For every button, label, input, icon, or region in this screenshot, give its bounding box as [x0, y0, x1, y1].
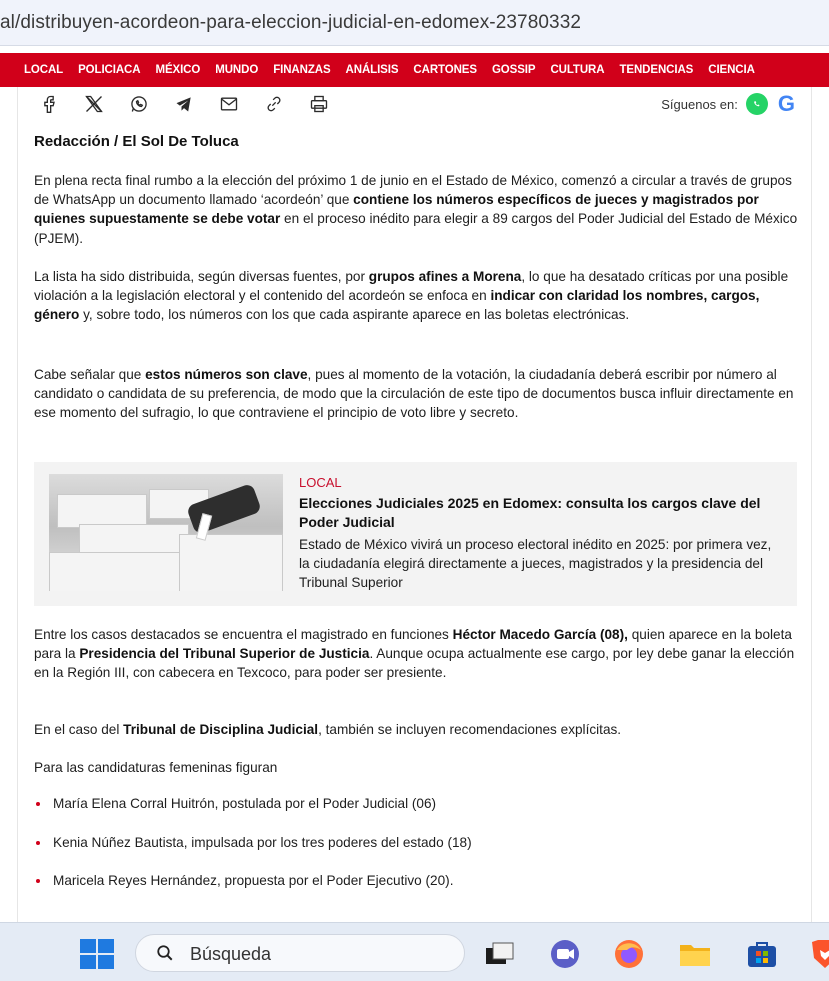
task-view-icon[interactable]	[483, 938, 517, 970]
meet-icon[interactable]	[548, 938, 582, 970]
body-text: en el proceso inédito para elegir a 89 cargos del Poder Judicial del Estado de México (PJEM).	[34, 211, 798, 246]
nav-item-10[interactable]: CIENCIA	[708, 64, 755, 76]
taskbar-search-placeholder: Búsqueda	[190, 944, 272, 964]
article-content	[18, 87, 811, 922]
link-icon[interactable]	[263, 93, 285, 115]
store-icon[interactable]	[745, 938, 779, 970]
follow-label: Síguenos en:	[661, 96, 738, 112]
facebook-icon[interactable]	[38, 93, 60, 115]
section-nav-list	[0, 53, 829, 87]
section-nav	[0, 53, 829, 87]
windows-start-icon[interactable]	[80, 939, 114, 969]
emphasis-text: estos números son clave	[145, 367, 308, 382]
emphasis-text: grupos afines a Morena	[368, 269, 522, 284]
body-text: , lo que ha desatado críticas por una posible violación a la legislación electoral y el contenido del acordeón se enfoca en	[34, 269, 789, 304]
whatsapp-follow-icon[interactable]	[746, 93, 768, 115]
body-text: quien aparece en la boleta para la	[34, 627, 792, 662]
google-follow-icon[interactable]: G	[777, 91, 795, 116]
file-explorer-icon[interactable]	[678, 938, 712, 970]
related-article-description: Estado de México vivirá un proceso electoral inédito en 2025: por primera vez, la ciudadanía elegirá directamente a jueces, magistrados y la presidencia del Tribunal Superior	[299, 537, 772, 591]
brave-icon[interactable]	[808, 938, 829, 970]
related-article-title[interactable]: Elecciones Judiciales 2025 en Edomex: consulta los cargos clave del Poder Judicial	[299, 495, 761, 530]
search-icon	[156, 944, 174, 962]
paragraph-5	[34, 720, 799, 739]
related-article-image[interactable]	[49, 474, 283, 591]
body-text: En el caso del	[34, 722, 124, 737]
follow-us	[661, 93, 795, 115]
whatsapp-icon[interactable]	[128, 93, 150, 115]
related-article-card[interactable]	[34, 462, 797, 606]
emphasis-text: Presidencia del Tribunal Superior de Justicia	[79, 646, 370, 662]
body-text: , también se incluyen recomendaciones explícitas.	[318, 722, 622, 737]
nav-item-3[interactable]: MUNDO	[215, 64, 259, 76]
body-text: La lista ha sido distribuida, según diversas fuentes, por	[34, 269, 369, 284]
emphasis-text: Tribunal de Disciplina Judicial	[123, 722, 319, 737]
emphasis-text: Héctor Macedo García (08),	[452, 627, 628, 642]
nav-item-8[interactable]: CULTURA	[550, 64, 605, 76]
nav-item-0[interactable]: LOCAL	[24, 64, 64, 76]
body-text: , pues al momento de la votación, la ciudadanía deberá escribir por número al candidato o candidata de su preferencia, de modo que la circulación de este tipo de documentos busca influir directamente en ese momento del sufragio, lo que contraviene el principio de voto libre y secreto.	[34, 367, 794, 421]
body-text: En plena recta final rumbo a la elección del próximo 1 de junio en el Estado de México, comenzó a circular a través de grupos de WhatsApp un documento llamado ‘acordeón’ que	[34, 173, 792, 208]
nav-item-5[interactable]: ANÁLISIS	[345, 64, 399, 76]
taskbar	[0, 922, 829, 981]
nav-item-1[interactable]: POLICIACA	[78, 64, 141, 76]
taskbar-search[interactable]	[135, 934, 465, 972]
paragraph-6: Para las candidaturas femeninas figuran	[34, 760, 278, 775]
paragraph-3	[34, 365, 799, 423]
body-text: Entre los casos destacados se encuentra el magistrado en funciones	[34, 627, 453, 642]
address-bar[interactable]	[0, 0, 829, 46]
body-text: . Aunque ocupa actualmente ese cargo, por ley debe ganar la elección en la Región III, con cabecera en Texcoco, para poder ser presiente.	[34, 646, 795, 681]
emphasis-text: indicar con claridad los nombres, cargos, género	[34, 288, 760, 323]
share-bar	[38, 93, 353, 115]
nav-item-4[interactable]: FINANZAS	[273, 64, 331, 76]
candidates-list	[34, 794, 794, 910]
paragraph-1	[34, 171, 799, 248]
content-border-right	[811, 87, 812, 922]
list-item: Kenia Núñez Bautista, impulsada por los tres poderes del estado (18)	[34, 833, 794, 852]
url-text[interactable]: al/distribuyen-acordeon-para-eleccion-judicial-en-edomex-23780332	[0, 12, 582, 33]
list-item: Maricela Reyes Hernández, propuesta por el Poder Ejecutivo (20).	[34, 871, 794, 890]
body-text: Cabe señalar que	[34, 367, 146, 382]
nav-item-7[interactable]: GOSSIP	[491, 64, 536, 76]
body-text: y, sobre todo, los números con los que cada aspirante aparece en las boletas electrónicas.	[79, 307, 630, 323]
telegram-icon[interactable]	[173, 93, 195, 115]
nav-item-9[interactable]: TENDENCIAS	[619, 64, 694, 76]
nav-item-2[interactable]: MÉXICO	[155, 64, 201, 76]
x-icon[interactable]	[83, 93, 105, 115]
print-icon[interactable]	[308, 93, 330, 115]
email-icon[interactable]	[218, 93, 240, 115]
emphasis-text: contiene los números específicos de jueces y magistrados por quienes supuestamente se debe votar	[34, 192, 759, 227]
paragraph-4	[34, 625, 799, 683]
byline: Redacción / El Sol De Toluca	[34, 133, 239, 150]
paragraph-2	[34, 267, 799, 325]
list-item: María Elena Corral Huitrón, postulada por el Poder Judicial (06)	[34, 794, 794, 813]
related-article-category[interactable]: LOCAL	[299, 475, 342, 490]
firefox-icon[interactable]	[612, 938, 646, 970]
nav-item-6[interactable]: CARTONES	[413, 64, 477, 76]
